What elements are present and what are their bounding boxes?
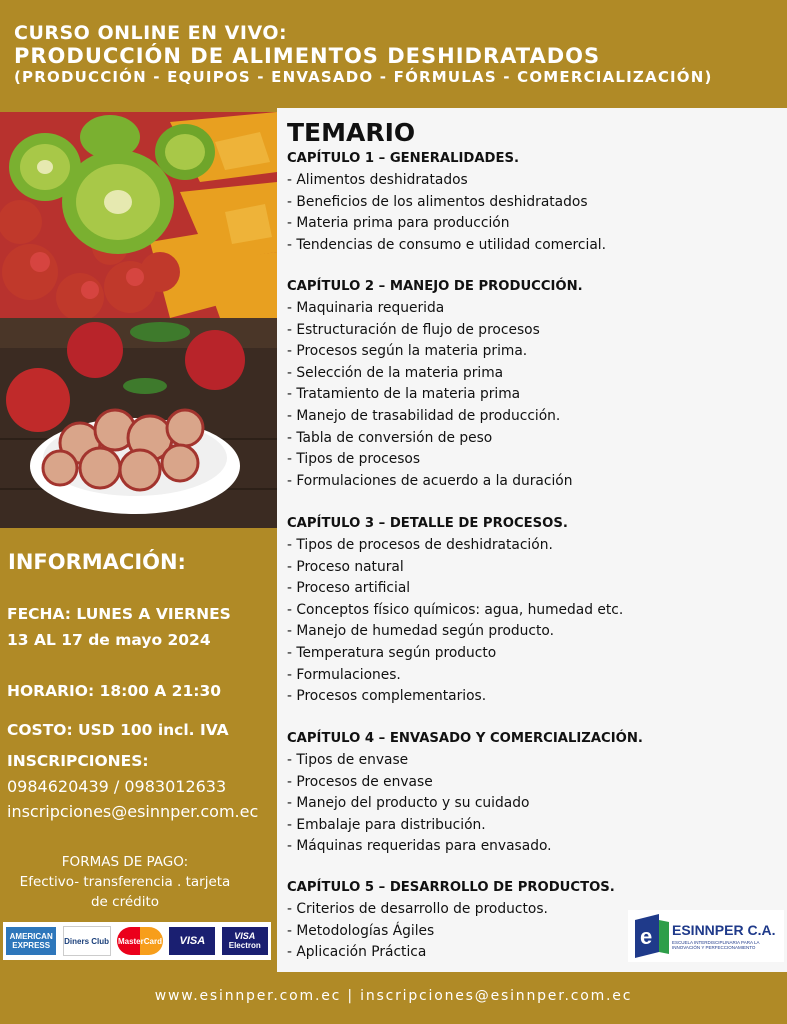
chapter-item: - Aplicación Práctica [287,944,427,961]
fecha-line-2: 13 AL 17 de mayo 2024 [7,631,211,649]
phone-numbers: 0984620439 / 0983012633 [7,777,227,796]
chapter-item: - Procesos de envase [287,773,433,790]
chapter-1 [287,148,777,256]
visa-electron-bottom: Electron [228,941,261,950]
fecha-line-1: FECHA: LUNES A VIERNES [7,605,231,623]
chapter-item: - Formulaciones. [287,666,401,683]
chapter-item: - Maquinaria requerida [287,300,445,316]
chapter-item: - Manejo de humedad según producto. [287,623,554,640]
info-heading: INFORMACIÓN: [8,550,186,574]
amex-logo: AMERICAN EXPRESS [6,927,56,955]
dried-apple-photo [0,318,277,528]
header-line-3: (PRODUCCIÓN - EQUIPOS - ENVASADO - FÓRMULAS - COMERCIALIZACIÓN) [14,68,713,86]
chapter-3 [287,513,777,708]
chapter-title: CAPÍTULO 1 – GENERALIDADES. [287,151,520,166]
svg-text:e: e [640,924,653,949]
card-logos [3,922,271,960]
chapter-title: CAPÍTULO 3 – DETALLE DE PROCESOS. [287,516,568,531]
chapter-item: - Procesos según la materia prima. [287,343,528,360]
costo: COSTO: USD 100 incl. IVA [7,721,229,739]
logo-subtitle: ESCUELA INTERDISCIPLINARIA PARA LA INNOVACIÓN Y PERFECCIONAMIENTO [672,940,760,950]
visa-logo: VISA [169,927,215,955]
chapter-2 [287,276,777,492]
chapter-item: - Selección de la materia prima [287,364,504,381]
chapter-item: - Máquinas requeridas para envasado. [287,838,552,855]
logo-name: ESINNPER C.A. [672,922,776,938]
chapter-item: - Proceso artificial [287,580,411,597]
temario-title: TEMARIO [287,118,416,147]
esinnper-emblem-icon [631,912,671,960]
chapter-item: - Tendencias de consumo e utilidad comercial. [287,236,607,253]
chapter-item: - Criterios de desarrollo de productos. [287,901,548,917]
chapter-item: - Embalaje para distribución. [287,816,486,833]
header-line-1: CURSO ONLINE EN VIVO: [14,22,288,44]
chapter-item: - Beneficios de los alimentos deshidratados [287,193,588,210]
chapter-title: CAPÍTULO 2 – MANEJO DE PRODUCCIÓN. [287,279,583,294]
payment-line-1: Efectivo- transferencia . tarjeta [19,874,231,890]
chapter-item: - Tipos de procesos [287,451,421,468]
chapter-item: - Manejo del producto y su cuidado [287,795,530,812]
visa-electron-top: VISA [234,931,256,941]
visa-electron-logo [222,927,268,955]
chapter-4 [287,728,777,858]
chapter-item: - Tratamiento de la materia prima [287,386,521,403]
chapter-item: - Metodologías Ágiles [287,922,435,939]
inscripciones-label: INSCRIPCIONES: [7,752,149,770]
horario: HORARIO: 18:00 A 21:30 [7,682,222,700]
chapter-item: - Temperatura según producto [287,644,497,661]
chapter-item: - Tabla de conversión de peso [287,429,493,446]
esinnper-logo [628,910,784,962]
payment-title: FORMAS DE PAGO: [61,854,189,870]
chapter-item: - Estructuración de flujo de procesos [287,321,540,338]
payment-line-2: de crédito [90,894,160,910]
footer-text: www.esinnper.com.ec | inscripciones@esinnper.com.ec [154,988,633,1004]
chapter-item: - Tipos de procesos de deshidratación. [287,537,553,553]
dried-fruit-illustration [0,112,277,318]
chapter-item: - Procesos complementarios. [287,688,487,705]
chapter-item: - Manejo de trasabilidad de producción. [287,407,561,424]
chapter-item: - Materia prima para producción [287,215,510,232]
chapter-title: CAPÍTULO 5 – DESARROLLO DE PRODUCTOS. [287,880,615,895]
dried-fruit-photo [0,112,277,318]
payment-methods [0,852,250,912]
chapter-title: CAPÍTULO 4 – ENVASADO Y COMERCIALIZACIÓN. [287,731,643,746]
email-address: inscripciones@esinnper.com.ec [7,802,259,821]
chapter-item: - Formulaciones de acuerdo a la duración [287,472,573,489]
header-line-2: PRODUCCIÓN DE ALIMENTOS DESHIDRATADOS [14,44,601,68]
mastercard-logo: MasterCard [117,927,163,955]
dried-apple-illustration [0,318,277,528]
chapter-item: - Alimentos deshidratados [287,172,468,188]
chapter-item: - Proceso natural [287,558,404,575]
diners-logo: Diners Club [63,926,111,956]
chapter-item: - Tipos de envase [287,752,409,768]
chapter-item: - Conceptos físico químicos: agua, humedad etc. [287,601,624,618]
